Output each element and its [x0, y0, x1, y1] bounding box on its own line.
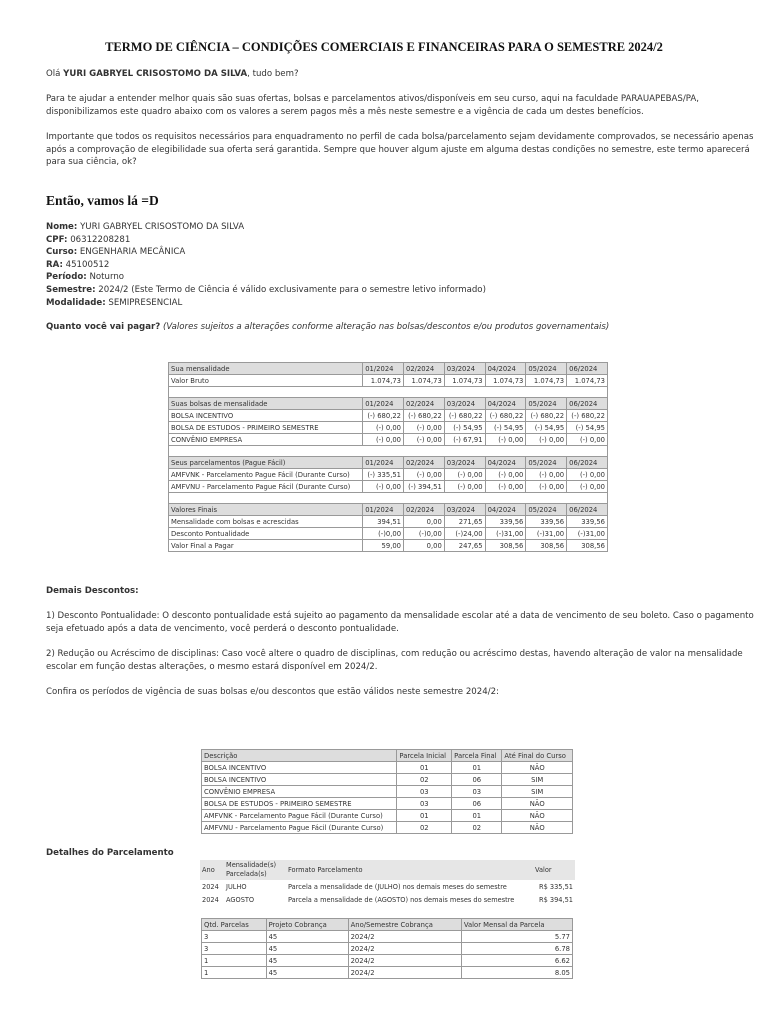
table-cell: 02 — [397, 822, 452, 834]
reducao-disciplinas-text: 2) Redução ou Acréscimo de disciplinas: Caso você altere o quadro de disciplinas, com redução ou acréscimo destas, havendo alteração de valor na mensalidade escolar em função destas alterações, o mesmo estará disponível em 2024/2. — [46, 649, 743, 672]
column-header: Valor Mensal da Parcela — [461, 919, 572, 931]
value-cell: 1.074,73 — [526, 375, 567, 387]
table-cell: R$ 394,51 — [539, 895, 573, 904]
value-cell: (-)0,00 — [404, 528, 445, 540]
table-cell: 03 — [397, 798, 452, 810]
table-cell: 02 — [452, 822, 502, 834]
value-cell: 339,56 — [567, 516, 608, 528]
row-label: Valor Final a Pagar — [169, 540, 363, 552]
value-cell: 308,56 — [567, 540, 608, 552]
value-cell: 308,56 — [526, 540, 567, 552]
value-cell: (-) 680,22 — [404, 410, 445, 422]
table-cell: 01 — [397, 810, 452, 822]
spacer-cell — [169, 446, 608, 457]
table-cell: 2024/2 — [348, 943, 461, 955]
table-row — [200, 893, 575, 906]
row-label: AMFVNU - Parcelamento Pague Fácil (Durante Curso) — [169, 481, 363, 493]
value-cell: (-) 0,00 — [404, 434, 445, 446]
table-row — [169, 422, 608, 434]
month-header: 03/2024 — [444, 504, 485, 516]
value-cell: 247,65 — [444, 540, 485, 552]
month-header: 06/2024 — [567, 504, 608, 516]
table-cell: 2024/2 — [348, 931, 461, 943]
table-cell: Parcela a mensalidade de (JULHO) nos demais meses do semestre — [288, 882, 507, 891]
row-label: BOLSA DE ESTUDOS - PRIMEIRO SEMESTRE — [169, 422, 363, 434]
table-cell: 8.05 — [461, 967, 572, 979]
table-row — [200, 880, 575, 893]
month-header: 01/2024 — [363, 504, 404, 516]
column-header: Ano/Semestre Cobrança — [348, 919, 461, 931]
table-cell: 03 — [452, 786, 502, 798]
value-cell: 339,56 — [526, 516, 567, 528]
column-header: Formato Parcelamento — [286, 860, 533, 880]
info-cpf: CPF: 06312208281 — [46, 234, 131, 245]
table-cell: NÃO — [502, 810, 573, 822]
table-cell: 45 — [266, 931, 348, 943]
row-label: Desconto Pontualidade — [169, 528, 363, 540]
table-cell: AMFVNU - Parcelamento Pague Fácil (Durante Curso) — [202, 822, 397, 834]
value-cell: (-) 0,00 — [526, 469, 567, 481]
month-header: 05/2024 — [526, 504, 567, 516]
value-cell: (-) 0,00 — [526, 434, 567, 446]
value-cell: (-) 335,51 — [363, 469, 404, 481]
table-row — [169, 410, 608, 422]
section-header-row — [169, 457, 608, 469]
table-row — [202, 810, 573, 822]
table-cell: 45 — [266, 955, 348, 967]
table-cell: BOLSA DE ESTUDOS - PRIMEIRO SEMESTRE — [202, 798, 397, 810]
header-row — [200, 860, 575, 880]
spacer-row — [169, 493, 608, 504]
table-row — [169, 375, 608, 387]
month-header: 01/2024 — [363, 398, 404, 410]
row-label: BOLSA INCENTIVO — [169, 410, 363, 422]
value-cell: (-) 54,95 — [444, 422, 485, 434]
page-title: TERMO DE CIÊNCIA – CONDIÇÕES COMERCIAIS E FINANCEIRAS PARA O SEMESTRE 2024/2 — [105, 40, 663, 54]
column-header: Parcela Inicial — [397, 750, 452, 762]
table-row — [202, 931, 573, 943]
month-header: 05/2024 — [526, 363, 567, 375]
info-periodo: Período: Noturno — [46, 272, 125, 283]
value-cell: 1.074,73 — [444, 375, 485, 387]
table-cell: 2024/2 — [348, 955, 461, 967]
month-header: 03/2024 — [444, 363, 485, 375]
table-cell: NÃO — [502, 822, 573, 834]
table-row — [202, 798, 573, 810]
value-cell: (-) 0,00 — [485, 469, 526, 481]
parcelamento-table — [200, 860, 575, 906]
value-cell: 1.074,73 — [404, 375, 445, 387]
table-cell: 3 — [202, 943, 267, 955]
cobranca-table — [201, 918, 573, 979]
value-cell: (-) 0,00 — [363, 434, 404, 446]
column-header: Parcela Final — [452, 750, 502, 762]
table-cell: 6.62 — [461, 955, 572, 967]
table-cell: AMFVNK - Parcelamento Pague Fácil (Durante Curso) — [202, 810, 397, 822]
column-header: Até Final do Curso — [502, 750, 573, 762]
value-cell: 1.074,73 — [567, 375, 608, 387]
value-cell: (-) 54,95 — [526, 422, 567, 434]
table-cell: 06 — [452, 774, 502, 786]
info-curso: Curso: ENGENHARIA MECÂNICA — [46, 247, 186, 258]
section-header-row — [169, 398, 608, 410]
table-cell: CONVÊNIO EMPRESA — [202, 786, 397, 798]
table-row — [169, 528, 608, 540]
value-cell: (-)31,00 — [485, 528, 526, 540]
value-cell: (-) 0,00 — [404, 422, 445, 434]
value-cell: (-) 0,00 — [567, 469, 608, 481]
spacer-row — [169, 387, 608, 398]
column-header: Ano — [200, 860, 224, 880]
info-ra: RA: 45100512 — [46, 259, 110, 270]
month-header: 04/2024 — [485, 457, 526, 469]
value-cell: (-) 0,00 — [363, 481, 404, 493]
value-cell: 308,56 — [485, 540, 526, 552]
month-header: 02/2024 — [404, 504, 445, 516]
desconto-pontualidade-text: 1) Desconto Pontualidade: O desconto pontualidade está sujeito ao pagamento da mensalidade escolar até a data de vencimento de seu boleto. Caso o pagamento seja efetuado após a data de vencimento, você perderá o desconto pontualidade. — [46, 611, 754, 634]
payment-question: Quanto você vai pagar? (Valores sujeitos a alterações conforme alteração nas bolsas/descontos e/ou produtos governamentais) — [46, 322, 610, 332]
value-cell: (-) 67,91 — [444, 434, 485, 446]
spacer-cell — [169, 387, 608, 398]
value-cell: (-) 0,00 — [444, 481, 485, 493]
value-cell: (-) 680,22 — [526, 410, 567, 422]
value-cell: (-) 0,00 — [404, 469, 445, 481]
value-cell: (-)31,00 — [526, 528, 567, 540]
value-cell: (-) 0,00 — [567, 434, 608, 446]
value-cell: 1.074,73 — [363, 375, 404, 387]
section-heading: Então, vamos lá =D — [46, 193, 159, 208]
value-cell: 394,51 — [363, 516, 404, 528]
table-cell: 06 — [452, 798, 502, 810]
month-header: 01/2024 — [363, 363, 404, 375]
value-cell: (-) 0,00 — [444, 469, 485, 481]
month-header: 06/2024 — [567, 457, 608, 469]
table-row — [202, 774, 573, 786]
table-row — [169, 516, 608, 528]
column-header: Valor — [533, 860, 575, 880]
table-cell: 1 — [202, 967, 267, 979]
spacer-cell — [169, 493, 608, 504]
table-cell: 03 — [397, 786, 452, 798]
table-cell: 2024 — [202, 882, 219, 891]
value-cell: (-) 0,00 — [526, 481, 567, 493]
month-header: 02/2024 — [404, 457, 445, 469]
value-cell: (-) 394,51 — [404, 481, 445, 493]
info-semestre: Semestre: 2024/2 (Este Termo de Ciência é válido exclusivamente para o semestre letivo informado) — [46, 284, 486, 295]
table-cell: 6.78 — [461, 943, 572, 955]
table-row — [169, 469, 608, 481]
section-header-label: Seus parcelamentos (Pague Fácil) — [169, 457, 363, 469]
value-cell: (-)24,00 — [444, 528, 485, 540]
table-cell: 2024/2 — [348, 967, 461, 979]
important-paragraph: Importante que todos os requisitos necessários para enquadramento no perfil de cada bolsa/parcelamento sejam devidamente comprovados, se necessário apenas após a comprovação de elegibilidade sua oferta será garantida. Sempre que houver algum ajuste em alguma destas condições no semestre, este termo aparecerá para sua ciência, ok? — [46, 132, 754, 168]
info-modalidade: Modalidade: SEMIPRESENCIAL — [46, 297, 183, 308]
column-header: Projeto Cobrança — [266, 919, 348, 931]
value-cell: (-) 54,95 — [485, 422, 526, 434]
table-row — [202, 786, 573, 798]
column-header: Descrição — [202, 750, 397, 762]
table-row — [202, 967, 573, 979]
month-header: 06/2024 — [567, 363, 608, 375]
value-cell: 271,65 — [444, 516, 485, 528]
row-label: Mensalidade com bolsas e acrescidas — [169, 516, 363, 528]
demais-heading: Demais Descontos: — [46, 586, 139, 596]
table-cell: 2024 — [202, 895, 219, 904]
month-header: 05/2024 — [526, 457, 567, 469]
month-header: 02/2024 — [404, 398, 445, 410]
table-cell: BOLSA INCENTIVO — [202, 774, 397, 786]
table-cell: SIM — [502, 774, 573, 786]
value-cell: 0,00 — [404, 540, 445, 552]
greeting-name: YURI GABRYEL CRISOSTOMO DA SILVA — [63, 69, 248, 79]
table-cell: AGOSTO — [226, 895, 255, 904]
value-cell: 59,00 — [363, 540, 404, 552]
table-cell: 5.77 — [461, 931, 572, 943]
column-header: Mensalidade(s) Parcelada(s) — [224, 860, 286, 880]
student-info — [46, 221, 486, 309]
row-label: Valor Bruto — [169, 375, 363, 387]
value-cell: (-) 680,22 — [567, 410, 608, 422]
month-header: 06/2024 — [567, 398, 608, 410]
table-row — [202, 943, 573, 955]
value-cell: (-) 680,22 — [363, 410, 404, 422]
table-row — [169, 481, 608, 493]
greeting-suffix: , tudo bem? — [247, 69, 299, 79]
greeting — [46, 68, 762, 81]
row-label: CONVÊNIO EMPRESA — [169, 434, 363, 446]
table-cell: 1 — [202, 955, 267, 967]
payment-table — [168, 362, 608, 552]
table-cell: 01 — [452, 810, 502, 822]
confira-text: Confira os períodos de vigência de suas bolsas e/ou descontos que estão válidos neste semestre 2024/2: — [46, 687, 499, 697]
month-header: 01/2024 — [363, 457, 404, 469]
section-header-row — [169, 363, 608, 375]
table-cell: BOLSA INCENTIVO — [202, 762, 397, 774]
table-cell: 01 — [452, 762, 502, 774]
table-row — [202, 762, 573, 774]
value-cell: 339,56 — [485, 516, 526, 528]
month-header: 05/2024 — [526, 398, 567, 410]
column-header: Qtd. Parcelas — [202, 919, 267, 931]
value-cell: (-)0,00 — [363, 528, 404, 540]
value-cell: (-) 680,22 — [444, 410, 485, 422]
month-header: 04/2024 — [485, 363, 526, 375]
month-header: 03/2024 — [444, 398, 485, 410]
value-cell: (-) 680,22 — [485, 410, 526, 422]
section-header-label: Suas bolsas de mensalidade — [169, 398, 363, 410]
header-row — [202, 750, 573, 762]
spacer-row — [169, 446, 608, 457]
value-cell: (-) 0,00 — [485, 481, 526, 493]
month-header: 02/2024 — [404, 363, 445, 375]
month-header: 04/2024 — [485, 504, 526, 516]
greeting-prefix: Olá — [46, 69, 64, 79]
value-cell: 1.074,73 — [485, 375, 526, 387]
value-cell: (-) 0,00 — [363, 422, 404, 434]
value-cell: (-) 0,00 — [567, 481, 608, 493]
table-row — [169, 540, 608, 552]
table-cell: 45 — [266, 943, 348, 955]
intro-paragraph: Para te ajudar a entender melhor quais são suas ofertas, bolsas e parcelamentos ativos/disponíveis em seu curso, aqui na faculdade PARAUAPEBAS/PA, disponibilizamos este quadro abaixo com os valores a serem pagos mês a mês neste semestre e a vigência de cada um destes benefícios. — [46, 94, 699, 117]
table-row — [202, 955, 573, 967]
value-cell: 0,00 — [404, 516, 445, 528]
table-cell: JULHO — [226, 882, 247, 891]
table-cell: R$ 335,51 — [539, 882, 573, 891]
table-cell: 02 — [397, 774, 452, 786]
section-header-row — [169, 504, 608, 516]
section-header-label: Valores Finais — [169, 504, 363, 516]
value-cell: (-) 54,95 — [567, 422, 608, 434]
row-label: AMFVNK - Parcelamento Pague Fácil (Durante Curso) — [169, 469, 363, 481]
table-cell: 01 — [397, 762, 452, 774]
table-cell: SIM — [502, 786, 573, 798]
table-cell: Parcela a mensalidade de (AGOSTO) nos demais meses do semestre — [288, 895, 515, 904]
table-row — [169, 434, 608, 446]
table-row — [202, 822, 573, 834]
header-row — [202, 919, 573, 931]
info-nome: Nome: YURI GABRYEL CRISOSTOMO DA SILVA — [46, 222, 245, 232]
detalhes-heading: Detalhes do Parcelamento — [46, 848, 174, 858]
month-header: 03/2024 — [444, 457, 485, 469]
vigencia-table — [201, 749, 573, 834]
value-cell: (-) 0,00 — [485, 434, 526, 446]
table-cell: 3 — [202, 931, 267, 943]
section-header-label: Sua mensalidade — [169, 363, 363, 375]
table-cell: NÃO — [502, 762, 573, 774]
value-cell: (-)31,00 — [567, 528, 608, 540]
table-cell: NÃO — [502, 798, 573, 810]
table-cell: 45 — [266, 967, 348, 979]
month-header: 04/2024 — [485, 398, 526, 410]
